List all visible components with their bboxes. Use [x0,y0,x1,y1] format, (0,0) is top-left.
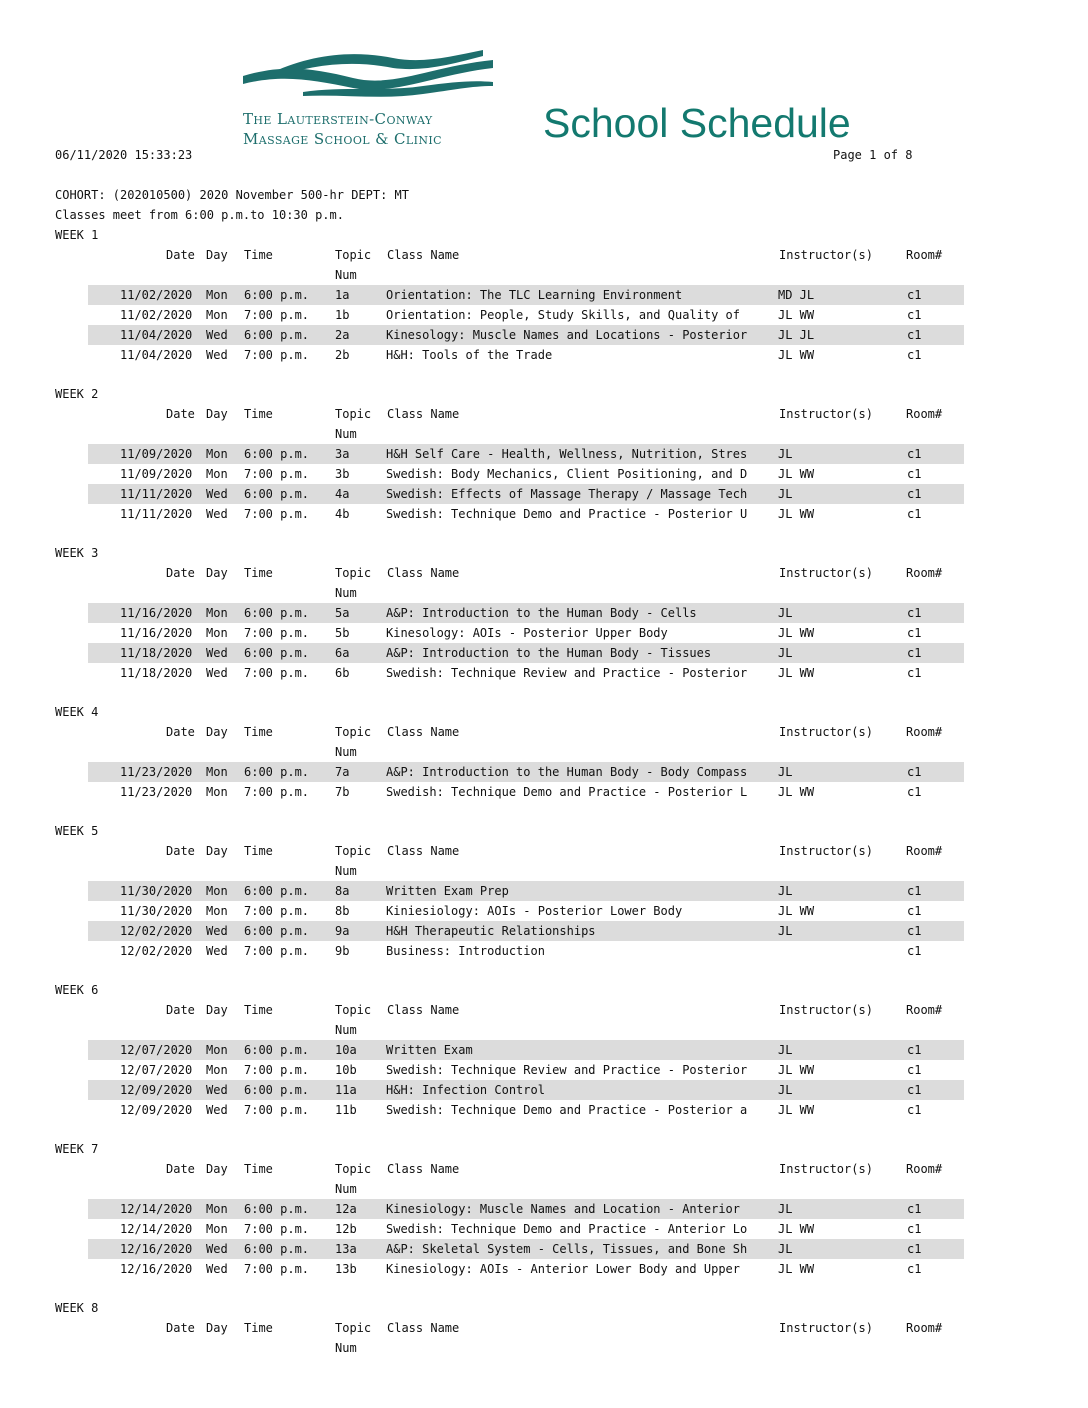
cell-room: c1 [907,785,922,799]
table-row [88,1199,964,1219]
logo-text-line1: The Lauterstein-Conway [243,110,433,128]
table-row [88,504,964,524]
cell-day: Mon [206,1063,228,1077]
table-row [88,901,964,921]
week-label: WEEK 8 [55,1301,99,1315]
week-label: WEEK 7 [55,1142,99,1156]
cell-room: c1 [907,447,922,461]
cell-room: c1 [907,904,922,918]
cell-instructors: JL WW [778,507,815,521]
cell-day: Mon [206,785,228,799]
column-header-date: Date [166,1321,195,1335]
cell-instructors: MD JL [778,288,815,302]
cell-date: 11/09/2020 [120,447,193,461]
column-header-time: Time [244,844,273,858]
cell-room: c1 [907,467,922,481]
column-header-day: Day [206,566,228,580]
column-header-instructors: Instructor(s) [779,1003,873,1017]
column-header-class-name: Class Name [387,1162,460,1176]
cell-day: Mon [206,288,228,302]
column-header-class-name: Class Name [387,725,460,739]
column-header-day: Day [206,725,228,739]
cell-instructors: JL WW [778,904,815,918]
cell-instructors: JL WW [778,1262,815,1276]
cell-day: Wed [206,944,228,958]
cell-room: c1 [907,765,922,779]
cell-day: Wed [206,1083,228,1097]
cell-topic: 3b [335,467,350,481]
cell-date: 12/02/2020 [120,924,193,938]
cell-day: Mon [206,1043,228,1057]
cell-room: c1 [907,666,922,680]
cell-day: Wed [206,666,228,680]
column-header-topic: Topic [335,1162,372,1176]
column-header-topic: Topic [335,248,372,262]
cell-time: 6:00 p.m. [244,1083,310,1097]
meeting-time-line: Classes meet from 6:00 p.m.to 10:30 p.m. [55,208,344,222]
cell-room: c1 [907,1242,922,1256]
cell-class-name: Swedish: Technique Review and Practice - Posterior [386,1063,748,1077]
cell-day: Mon [206,884,228,898]
cell-day: Wed [206,487,228,501]
cell-day: Mon [206,308,228,322]
table-row [88,1080,964,1100]
cell-date: 12/02/2020 [120,944,193,958]
cell-time: 7:00 p.m. [244,1222,310,1236]
cell-room: c1 [907,1222,922,1236]
cell-day: Mon [206,765,228,779]
table-row [88,444,964,464]
cell-room: c1 [907,1262,922,1276]
wave-logo-icon [243,46,493,116]
cell-class-name: Orientation: People, Study Skills, and Quality of [386,308,741,322]
column-header-topic: Topic [335,407,372,421]
cell-date: 11/16/2020 [120,626,193,640]
cell-date: 11/30/2020 [120,904,193,918]
cell-class-name: H&H Therapeutic Relationships [386,924,596,938]
week-label: WEEK 6 [55,983,99,997]
column-header-room: Room# [906,248,943,262]
table-row [88,623,964,643]
cell-room: c1 [907,1202,922,1216]
cell-class-name: Kinesology: AOIs - Posterior Upper Body [386,626,668,640]
cohort-line: COHORT: (202010500) 2020 November 500-hr DEPT: MT [55,188,410,202]
cell-class-name: Swedish: Effects of Massage Therapy / Massage Tech [386,487,748,501]
cell-instructors: JL WW [778,467,815,481]
column-header-num: Num [335,1023,357,1037]
cell-date: 11/04/2020 [120,348,193,362]
cell-time: 6:00 p.m. [244,288,310,302]
column-header-topic: Topic [335,725,372,739]
column-header-day: Day [206,1321,228,1335]
cell-time: 6:00 p.m. [244,606,310,620]
cell-instructors: JL [778,646,793,660]
cell-class-name: A&P: Introduction to the Human Body - Body Compass [386,765,748,779]
cell-time: 7:00 p.m. [244,785,310,799]
cell-room: c1 [907,924,922,938]
cell-class-name: H&H: Tools of the Trade [386,348,553,362]
cell-time: 7:00 p.m. [244,1103,310,1117]
cell-instructors: JL [778,765,793,779]
cell-class-name: Kinesology: Muscle Names and Locations - Posterior [386,328,748,342]
cell-date: 11/04/2020 [120,328,193,342]
cell-day: Wed [206,646,228,660]
cell-topic: 8b [335,904,350,918]
cell-day: Mon [206,1222,228,1236]
cell-class-name: A&P: Introduction to the Human Body - Tissues [386,646,712,660]
cell-time: 6:00 p.m. [244,447,310,461]
cell-instructors: JL JL [778,328,815,342]
cell-date: 11/11/2020 [120,487,193,501]
column-header-class-name: Class Name [387,407,460,421]
column-header-date: Date [166,407,195,421]
document-title: School Schedule [543,100,851,146]
cell-topic: 12b [335,1222,357,1236]
cell-topic: 13a [335,1242,357,1256]
cell-instructors: JL WW [778,785,815,799]
cell-date: 12/16/2020 [120,1262,193,1276]
cell-room: c1 [907,1043,922,1057]
week-label: WEEK 3 [55,546,99,560]
cell-class-name: Swedish: Technique Demo and Practice - Anterior Lo [386,1222,748,1236]
table-row [88,325,964,345]
column-header-instructors: Instructor(s) [779,407,873,421]
cell-day: Mon [206,447,228,461]
cell-room: c1 [907,348,922,362]
cell-day: Wed [206,1242,228,1256]
cell-date: 12/14/2020 [120,1222,193,1236]
table-row [88,663,964,683]
cell-room: c1 [907,328,922,342]
cell-topic: 11a [335,1083,357,1097]
cell-instructors: JL WW [778,348,815,362]
column-header-num: Num [335,427,357,441]
column-header-room: Room# [906,1162,943,1176]
cell-room: c1 [907,606,922,620]
cell-class-name: Swedish: Body Mechanics, Client Positioning, and D [386,467,748,481]
cell-day: Wed [206,348,228,362]
cell-topic: 4b [335,507,350,521]
column-header-day: Day [206,1003,228,1017]
cell-room: c1 [907,288,922,302]
cell-topic: 7b [335,785,350,799]
column-header-room: Room# [906,566,943,580]
column-header-time: Time [244,566,273,580]
table-row [88,464,964,484]
column-header-room: Room# [906,844,943,858]
cell-topic: 10b [335,1063,357,1077]
cell-instructors: JL [778,924,793,938]
column-header-day: Day [206,248,228,262]
column-header-topic: Topic [335,1003,372,1017]
cell-day: Mon [206,606,228,620]
table-row [88,941,964,961]
cell-class-name: Written Exam [386,1043,473,1057]
cell-date: 11/30/2020 [120,884,193,898]
cell-topic: 5a [335,606,350,620]
cell-time: 6:00 p.m. [244,1043,310,1057]
cell-date: 12/09/2020 [120,1083,193,1097]
week-label: WEEK 2 [55,387,99,401]
column-header-date: Date [166,248,195,262]
cell-topic: 9a [335,924,350,938]
cell-topic: 1b [335,308,350,322]
cell-instructors: JL WW [778,666,815,680]
cell-topic: 1a [335,288,350,302]
table-row [88,305,964,325]
cell-class-name: Kiniesiology: AOIs - Posterior Lower Body [386,904,683,918]
table-row [88,285,964,305]
cell-room: c1 [907,1063,922,1077]
cell-instructors: JL [778,1242,793,1256]
cell-date: 11/23/2020 [120,765,193,779]
column-header-topic: Topic [335,566,372,580]
column-header-class-name: Class Name [387,1003,460,1017]
column-header-day: Day [206,407,228,421]
cell-topic: 9b [335,944,350,958]
cell-topic: 6b [335,666,350,680]
cell-class-name: Swedish: Technique Demo and Practice - Posterior a [386,1103,748,1117]
cell-topic: 8a [335,884,350,898]
cell-instructors: JL WW [778,1222,815,1236]
cell-class-name: A&P: Introduction to the Human Body - Cells [386,606,697,620]
cell-room: c1 [907,308,922,322]
cell-topic: 6a [335,646,350,660]
table-row [88,782,964,802]
cell-day: Mon [206,904,228,918]
cell-time: 7:00 p.m. [244,626,310,640]
table-row [88,1219,964,1239]
cell-instructors: JL [778,1083,793,1097]
cell-time: 6:00 p.m. [244,884,310,898]
cell-time: 7:00 p.m. [244,944,310,958]
table-row [88,762,964,782]
cell-class-name: Orientation: The TLC Learning Environment [386,288,683,302]
cell-instructors: JL [778,447,793,461]
cell-time: 7:00 p.m. [244,308,310,322]
cell-instructors: JL WW [778,1103,815,1117]
cell-room: c1 [907,884,922,898]
column-header-date: Date [166,844,195,858]
cell-topic: 2a [335,328,350,342]
cell-time: 7:00 p.m. [244,467,310,481]
cell-room: c1 [907,1103,922,1117]
column-header-time: Time [244,1321,273,1335]
cell-class-name: Swedish: Technique Demo and Practice - Posterior L [386,785,748,799]
cell-date: 12/14/2020 [120,1202,193,1216]
week-label: WEEK 4 [55,705,99,719]
column-header-instructors: Instructor(s) [779,725,873,739]
cell-date: 11/11/2020 [120,507,193,521]
cell-topic: 5b [335,626,350,640]
column-header-time: Time [244,407,273,421]
table-row [88,1239,964,1259]
table-row [88,643,964,663]
cell-class-name: Swedish: Technique Demo and Practice - Posterior U [386,507,748,521]
column-header-time: Time [244,1003,273,1017]
cell-day: Mon [206,1202,228,1216]
column-header-num: Num [335,586,357,600]
column-header-num: Num [335,268,357,282]
column-header-room: Room# [906,407,943,421]
table-row [88,603,964,623]
column-header-time: Time [244,248,273,262]
table-row [88,1100,964,1120]
column-header-class-name: Class Name [387,844,460,858]
cell-date: 12/09/2020 [120,1103,193,1117]
cell-date: 11/16/2020 [120,606,193,620]
cell-date: 11/18/2020 [120,666,193,680]
column-header-day: Day [206,1162,228,1176]
cell-room: c1 [907,1083,922,1097]
column-header-num: Num [335,1182,357,1196]
cell-date: 11/02/2020 [120,308,193,322]
column-header-instructors: Instructor(s) [779,566,873,580]
cell-time: 7:00 p.m. [244,507,310,521]
cell-time: 6:00 p.m. [244,1242,310,1256]
cell-date: 12/16/2020 [120,1242,193,1256]
cell-time: 7:00 p.m. [244,666,310,680]
table-row [88,881,964,901]
cell-class-name: Business: Introduction [386,944,545,958]
column-header-room: Room# [906,725,943,739]
table-row [88,921,964,941]
column-header-date: Date [166,566,195,580]
cell-class-name: H&H Self Care - Health, Wellness, Nutrition, Stres [386,447,748,461]
cell-time: 6:00 p.m. [244,487,310,501]
cell-day: Wed [206,328,228,342]
column-header-instructors: Instructor(s) [779,844,873,858]
cell-topic: 7a [335,765,350,779]
cell-instructors: JL WW [778,1063,815,1077]
table-row [88,1060,964,1080]
column-header-class-name: Class Name [387,1321,460,1335]
column-header-class-name: Class Name [387,566,460,580]
cell-room: c1 [907,646,922,660]
cell-time: 6:00 p.m. [244,765,310,779]
table-row [88,1040,964,1060]
column-header-time: Time [244,725,273,739]
column-header-day: Day [206,844,228,858]
cell-time: 7:00 p.m. [244,904,310,918]
column-header-topic: Topic [335,844,372,858]
cell-date: 11/23/2020 [120,785,193,799]
cell-time: 7:00 p.m. [244,1262,310,1276]
cell-room: c1 [907,487,922,501]
cell-time: 6:00 p.m. [244,646,310,660]
cell-date: 11/18/2020 [120,646,193,660]
cell-topic: 10a [335,1043,357,1057]
cell-instructors: JL [778,1202,793,1216]
cell-topic: 13b [335,1262,357,1276]
cell-instructors: JL WW [778,308,815,322]
column-header-topic: Topic [335,1321,372,1335]
column-header-date: Date [166,1162,195,1176]
column-header-date: Date [166,725,195,739]
column-header-room: Room# [906,1003,943,1017]
cell-class-name: Kinesiology: Muscle Names and Location - Anterior [386,1202,741,1216]
cell-room: c1 [907,944,922,958]
column-header-num: Num [335,864,357,878]
cell-date: 12/07/2020 [120,1063,193,1077]
column-header-instructors: Instructor(s) [779,1321,873,1335]
cell-class-name: Swedish: Technique Review and Practice - Posterior [386,666,748,680]
table-row [88,1259,964,1279]
cell-day: Wed [206,1103,228,1117]
cell-room: c1 [907,507,922,521]
cell-instructors: JL [778,487,793,501]
print-timestamp: 06/11/2020 15:33:23 [55,148,193,162]
cell-time: 6:00 p.m. [244,1202,310,1216]
column-header-num: Num [335,1341,357,1355]
cell-day: Mon [206,467,228,481]
logo-text-line2: Massage School & Clinic [243,130,442,148]
cell-topic: 3a [335,447,350,461]
cell-class-name: Kinesiology: AOIs - Anterior Lower Body and Upper [386,1262,741,1276]
cell-day: Wed [206,507,228,521]
cell-room: c1 [907,626,922,640]
cell-date: 11/09/2020 [120,467,193,481]
column-header-instructors: Instructor(s) [779,248,873,262]
cell-instructors: JL [778,606,793,620]
cell-topic: 4a [335,487,350,501]
column-header-time: Time [244,1162,273,1176]
column-header-room: Room# [906,1321,943,1335]
cell-time: 6:00 p.m. [244,924,310,938]
cell-date: 12/07/2020 [120,1043,193,1057]
cell-class-name: A&P: Skeletal System - Cells, Tissues, and Bone Sh [386,1242,748,1256]
cell-day: Mon [206,626,228,640]
cell-instructors: JL [778,884,793,898]
cell-topic: 2b [335,348,350,362]
cell-date: 11/02/2020 [120,288,193,302]
cell-time: 7:00 p.m. [244,1063,310,1077]
column-header-date: Date [166,1003,195,1017]
column-header-instructors: Instructor(s) [779,1162,873,1176]
page-indicator: Page 1 of 8 [833,148,913,162]
table-row [88,345,964,365]
week-label: WEEK 1 [55,228,99,242]
cell-time: 7:00 p.m. [244,348,310,362]
cell-topic: 11b [335,1103,357,1117]
school-logo [243,46,493,146]
column-header-num: Num [335,745,357,759]
cell-day: Wed [206,1262,228,1276]
cell-instructors: JL WW [778,626,815,640]
table-row [88,484,964,504]
cell-instructors: JL [778,1043,793,1057]
week-label: WEEK 5 [55,824,99,838]
cell-topic: 12a [335,1202,357,1216]
column-header-class-name: Class Name [387,248,460,262]
cell-class-name: H&H: Infection Control [386,1083,545,1097]
cell-day: Wed [206,924,228,938]
cell-time: 6:00 p.m. [244,328,310,342]
cell-class-name: Written Exam Prep [386,884,509,898]
